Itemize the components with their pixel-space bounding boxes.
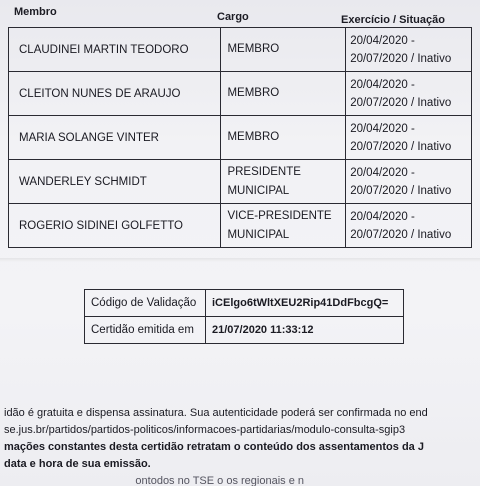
member-cargo-line: MEMBRO: [227, 43, 280, 55]
member-name: CLAUDINEI MARTIN TEODORO: [9, 28, 221, 72]
member-period: [346, 72, 472, 116]
footer-line-1: idão é gratuita e dispensa assinatura. Sua autenticidade poderá ser confirmada no end: [4, 407, 428, 419]
member-cargo: [221, 116, 346, 160]
issued-date-row: [85, 317, 404, 344]
member-name: ROGERIO SIDINEI GOLFETTO: [9, 204, 221, 248]
member-period-line: 20/07/2020 / Inativo: [350, 140, 452, 153]
member-row: [9, 116, 472, 160]
footer-text: [4, 405, 480, 486]
member-period-line: 20/04/2020 -: [350, 78, 415, 91]
validation-code-row: [85, 290, 404, 317]
member-period-line: 20/07/2020 / Inativo: [350, 228, 452, 241]
member-period-line: 20/04/2020 -: [350, 34, 415, 47]
column-header-membro: Membro: [14, 6, 57, 18]
member-cargo-line: VICE-PRESIDENTE: [227, 209, 332, 222]
member-period-line: 20/04/2020 -: [350, 166, 415, 179]
member-period-line: 20/07/2020 / Inativo: [350, 52, 452, 65]
member-name: CLEITON NUNES DE ARAUJO: [9, 72, 221, 116]
member-period: [346, 28, 472, 72]
issued-date-value: 21/07/2020 11:33:12: [206, 317, 404, 344]
member-row: [9, 160, 472, 204]
member-period-line: 20/04/2020 -: [350, 122, 415, 135]
member-name: MARIA SOLANGE VINTER: [9, 116, 221, 160]
member-cargo-line: MUNICIPAL: [227, 184, 290, 197]
member-period: [346, 160, 472, 204]
member-period-line: 20/04/2020 -: [350, 210, 415, 223]
member-cargo-line: MUNICIPAL: [227, 228, 290, 241]
validation-code-value: iCElgo6tWltXEU2Rip41DdFbcgQ=: [206, 290, 404, 317]
member-cargo-line: MEMBRO: [227, 87, 280, 99]
issued-date-label: Certidão emitida em: [85, 317, 206, 344]
column-header-exercicio: Exercício / Situação: [341, 14, 445, 26]
members-table: [8, 27, 472, 248]
member-row: [9, 72, 472, 116]
member-row: [9, 204, 472, 248]
member-cargo-line: PRESIDENTE: [227, 165, 301, 178]
member-cargo: [221, 160, 346, 204]
member-period-line: 20/07/2020 / Inativo: [350, 184, 452, 197]
member-period: [346, 204, 472, 248]
footer-line-4: data e hora de sua emissão.: [4, 458, 151, 470]
footer-line-5: ontodos no TSE o os regionais e n: [4, 475, 304, 486]
member-period-line: 20/07/2020 / Inativo: [350, 96, 452, 109]
member-period: [346, 116, 472, 160]
footer-line-2[interactable]: se.jus.br/partidos/partidos-politicos/informacoes-partidarias/modulo-consulta-sgip3: [4, 424, 406, 436]
member-row: [9, 28, 472, 72]
member-cargo: [221, 28, 346, 72]
member-name: WANDERLEY SCHMIDT: [9, 160, 221, 204]
validation-table: [84, 289, 404, 344]
member-cargo: [221, 204, 346, 248]
footer-line-3: mações constantes desta certidão retratam o conteúdo dos assentamentos da J: [4, 441, 424, 453]
column-header-cargo: Cargo: [217, 11, 249, 23]
validation-code-label: Código de Validação: [85, 290, 206, 317]
member-cargo: [221, 72, 346, 116]
member-cargo-line: MEMBRO: [227, 131, 280, 143]
page-fold: [0, 258, 480, 262]
